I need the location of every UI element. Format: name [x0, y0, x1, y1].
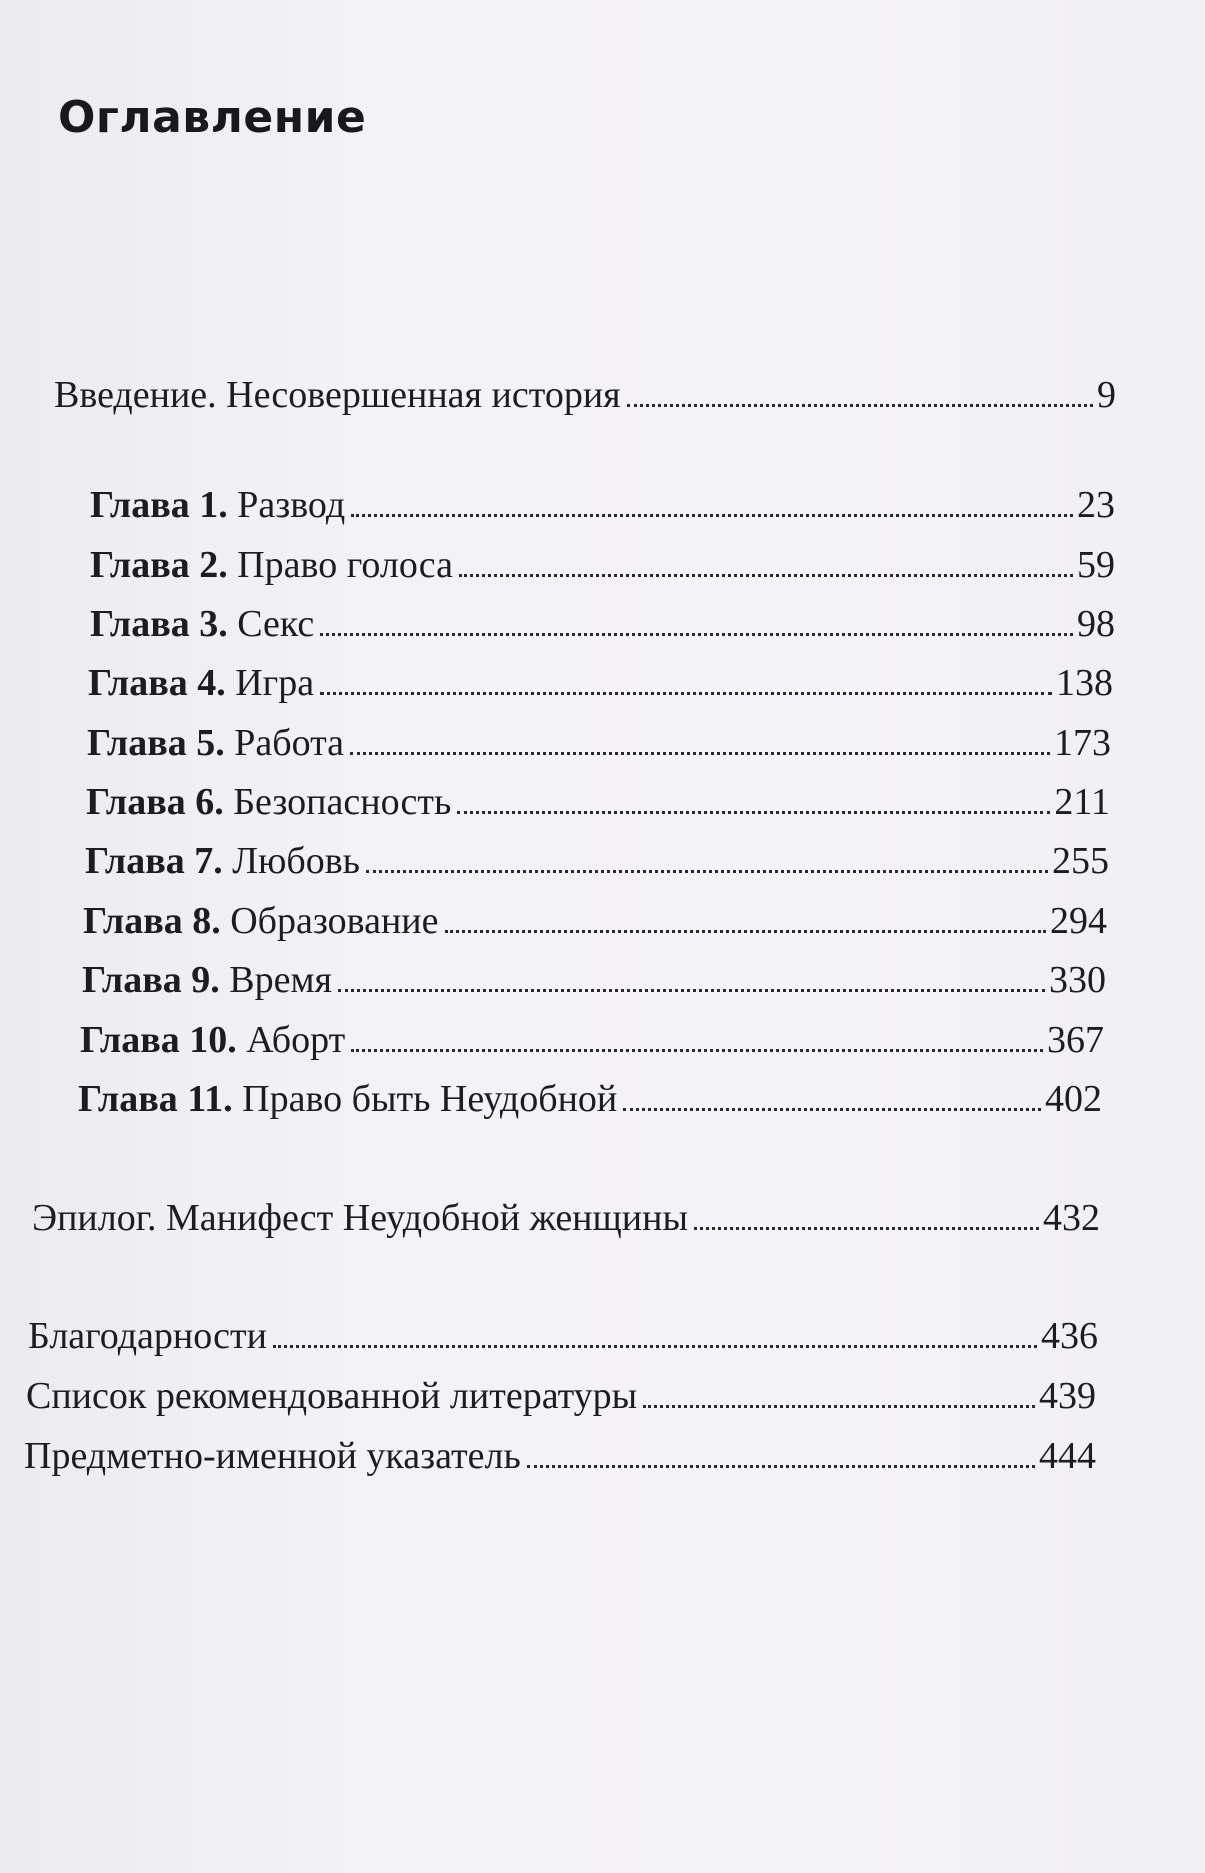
dot-leader [457, 811, 1050, 814]
chapter-title: Работа [234, 722, 345, 764]
toc-entry-intro[interactable] [54, 372, 1116, 418]
toc-page-number: 9 [1097, 374, 1116, 416]
chapter-number: Глава 3. [90, 603, 228, 645]
chapter-number: Глава 4. [88, 662, 226, 704]
toc-page-number: 402 [1045, 1078, 1102, 1120]
toc-entry-chapter-8[interactable] [83, 898, 1107, 944]
toc-page-number: 367 [1047, 1019, 1104, 1061]
toc-page-number: 23 [1077, 484, 1115, 526]
chapter-number: Глава 8. [83, 900, 221, 942]
toc-page-number: 330 [1049, 959, 1106, 1001]
toc-entry-chapter-5[interactable] [87, 720, 1111, 766]
dot-leader [320, 633, 1073, 636]
chapter-title: Образование [230, 900, 439, 942]
toc-page-number: 255 [1052, 840, 1109, 882]
chapter-title: Право быть Неудобной [242, 1078, 618, 1120]
toc-entry-label: Эпилог. Манифест Неудобной женщины [32, 1197, 688, 1239]
toc-page-number: 439 [1039, 1375, 1096, 1417]
dot-leader [273, 1345, 1037, 1348]
toc-entry-label: Предметно-именной указатель [24, 1435, 521, 1477]
dot-leader [627, 404, 1093, 407]
chapter-title: Время [229, 959, 332, 1001]
toc-entry-index[interactable] [24, 1433, 1096, 1479]
chapter-title: Аборт [246, 1019, 346, 1061]
toc-entry-acknowledgements[interactable] [28, 1313, 1098, 1359]
toc-page-number: 436 [1041, 1315, 1098, 1357]
dot-leader [350, 752, 1050, 755]
dot-leader [338, 989, 1045, 992]
toc-page-number: 432 [1043, 1197, 1100, 1239]
toc-entry-label: Благодарности [28, 1315, 267, 1357]
toc-page-number: 98 [1077, 603, 1115, 645]
chapter-number: Глава 1. [90, 484, 228, 526]
dot-leader [366, 870, 1048, 873]
dot-leader [527, 1465, 1035, 1468]
toc-entry-label [80, 1017, 345, 1063]
dot-leader [351, 514, 1073, 517]
toc-entry-chapter-6[interactable] [86, 779, 1110, 825]
toc-entry-label [87, 720, 344, 766]
chapter-number: Глава 9. [82, 959, 220, 1001]
toc-page-number: 211 [1054, 781, 1110, 823]
toc-entry-label [85, 838, 360, 884]
toc-entry-chapter-9[interactable] [82, 957, 1106, 1003]
toc-entry-label [90, 601, 314, 647]
toc-entry-label: Введение. Несовершенная история [54, 374, 621, 416]
toc-entry-reading-list[interactable] [26, 1373, 1096, 1419]
dot-leader [459, 574, 1073, 577]
chapter-title: Любовь [232, 840, 361, 882]
dot-leader [351, 1049, 1043, 1052]
toc-entry-chapter-11[interactable] [78, 1076, 1102, 1122]
page-title: Оглавление [58, 92, 367, 143]
toc-entry-chapter-2[interactable] [90, 542, 1115, 588]
chapter-title: Право голоса [237, 544, 453, 586]
chapter-title: Секс [237, 603, 315, 645]
chapter-number: Глава 5. [87, 722, 225, 764]
toc-entry-chapter-10[interactable] [80, 1017, 1104, 1063]
chapter-title: Безопасность [233, 781, 452, 823]
toc-entry-label [90, 482, 345, 528]
toc-entry-chapter-1[interactable] [90, 482, 1115, 528]
toc-page-number: 173 [1054, 722, 1111, 764]
toc-entry-label [86, 779, 451, 825]
toc-page-number: 294 [1050, 900, 1107, 942]
toc-entry-chapter-7[interactable] [85, 838, 1109, 884]
chapter-title: Игра [235, 662, 315, 704]
chapter-number: Глава 7. [85, 840, 223, 882]
chapter-number: Глава 10. [80, 1019, 237, 1061]
toc-entry-label [78, 1076, 617, 1122]
chapter-number: Глава 6. [86, 781, 224, 823]
dot-leader [320, 692, 1052, 695]
toc-entry-epilogue[interactable] [32, 1195, 1100, 1241]
toc-entry-label [90, 542, 453, 588]
toc-entry-label: Список рекомендованной литературы [26, 1375, 638, 1417]
dot-leader [643, 1405, 1035, 1408]
toc-page-number: 138 [1056, 662, 1113, 704]
chapter-number: Глава 2. [90, 544, 228, 586]
toc-page-number: 444 [1039, 1435, 1096, 1477]
chapter-number: Глава 11. [78, 1078, 233, 1120]
toc-entry-chapter-3[interactable] [90, 601, 1115, 647]
toc-entry-label [83, 898, 439, 944]
dot-leader [445, 930, 1046, 933]
dot-leader [623, 1108, 1041, 1111]
toc-entry-label [82, 957, 332, 1003]
dot-leader [694, 1227, 1039, 1230]
toc-entry-chapter-4[interactable] [88, 660, 1113, 706]
toc-entry-label [88, 660, 314, 706]
chapter-title: Развод [237, 484, 346, 526]
toc-page-number: 59 [1077, 544, 1115, 586]
